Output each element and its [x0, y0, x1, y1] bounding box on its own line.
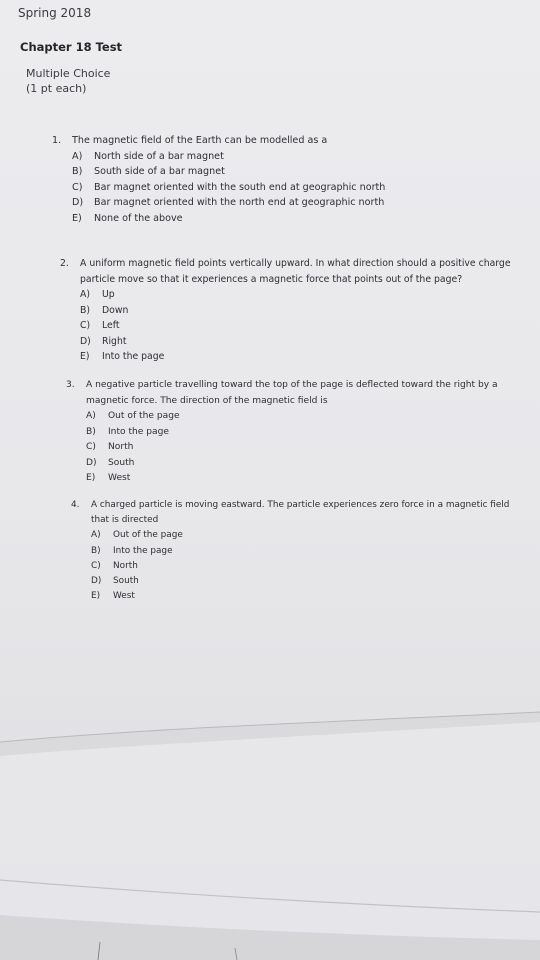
option-letter: B)	[86, 426, 96, 437]
question-number: 1.	[52, 135, 62, 146]
option-letter: C)	[80, 320, 91, 331]
option-letter: B)	[80, 304, 91, 316]
option-letter: B)	[72, 166, 83, 177]
question-4	[71, 498, 517, 604]
answer-option	[80, 287, 530, 303]
option-text: Into the page	[113, 545, 173, 556]
option-text: Down	[102, 304, 129, 316]
section-name: Multiple Choice	[26, 67, 111, 80]
answer-options	[80, 287, 530, 365]
question-text: A charged particle is moving eastward. The particle experiences zero force in a magnetic field that is directed	[91, 500, 510, 526]
option-text: None of the above	[94, 212, 183, 224]
option-letter: A)	[86, 411, 96, 421]
answer-option	[72, 180, 522, 196]
answer-option	[80, 303, 530, 319]
answer-options	[72, 149, 522, 227]
option-letter: E)	[80, 351, 90, 362]
answer-option	[80, 318, 530, 334]
option-text: South side of a bar magnet	[94, 166, 225, 177]
paper-fold-shadow	[0, 712, 540, 960]
answer-option	[72, 211, 522, 227]
option-text: Up	[102, 289, 115, 300]
option-text: South	[113, 576, 139, 587]
option-text: West	[108, 473, 131, 483]
page-bottom-shadow	[0, 915, 540, 960]
option-letter: A)	[91, 530, 101, 541]
answer-options	[91, 528, 517, 604]
question-text: A negative particle travelling toward the top of the page is deflected toward the right by a magnetic force. The direction of the magnetic field is	[86, 380, 498, 406]
paper-fold-line	[0, 712, 540, 742]
option-letter: E)	[72, 212, 82, 224]
page-header	[18, 6, 122, 54]
page-bottom-edge	[0, 880, 540, 912]
option-letter: D)	[72, 197, 84, 208]
option-text: West	[113, 591, 135, 602]
option-letter: D)	[91, 576, 102, 587]
question-text: The magnetic field of the Earth can be modelled as a	[72, 135, 328, 146]
semester-label: Spring 2018	[18, 6, 92, 20]
edge-tick	[235, 948, 237, 960]
option-text: Out of the page	[113, 530, 183, 541]
section-heading	[26, 66, 110, 96]
answer-option	[80, 334, 530, 350]
option-letter: A)	[72, 150, 83, 162]
option-text: North	[108, 442, 134, 452]
answer-option	[86, 409, 516, 425]
answer-option	[86, 471, 516, 487]
answer-option	[91, 574, 517, 589]
option-letter: C)	[72, 181, 83, 193]
option-letter: E)	[86, 473, 96, 483]
option-text: Out of the page	[108, 411, 180, 421]
option-letter: E)	[91, 591, 101, 602]
question-1	[52, 133, 522, 226]
option-text: Into the page	[102, 351, 165, 362]
answer-options	[86, 409, 516, 487]
paper-fold-highlight	[0, 722, 540, 960]
option-letter: D)	[80, 335, 91, 347]
answer-option	[91, 559, 517, 574]
option-letter: B)	[91, 545, 101, 556]
question-2	[60, 256, 530, 365]
answer-option	[91, 589, 517, 604]
option-text: South	[108, 457, 135, 468]
answer-option	[72, 164, 522, 180]
option-letter: C)	[86, 442, 96, 452]
option-letter: A)	[80, 289, 90, 300]
question-3	[66, 378, 516, 487]
answer-option	[72, 149, 522, 165]
answer-option	[91, 544, 517, 559]
question-text: A uniform magnetic field points vertically upward. In what direction should a positive charge particle move so that it experiences a magnetic force that points out of the page?	[80, 258, 511, 285]
answer-option	[72, 195, 522, 211]
answer-option	[86, 425, 516, 441]
answer-option	[86, 456, 516, 472]
answer-option	[86, 440, 516, 456]
option-text: Bar magnet oriented with the south end at geographic north	[94, 181, 386, 193]
option-text: Right	[102, 335, 127, 347]
option-letter: D)	[86, 457, 97, 468]
edge-tick	[98, 942, 100, 960]
page-title: Chapter 18 Test	[20, 40, 123, 54]
question-number: 4.	[71, 500, 80, 510]
option-text: North side of a bar magnet	[94, 150, 224, 162]
section-points: (1 pt each)	[26, 82, 87, 95]
option-letter: C)	[91, 560, 101, 571]
option-text: Bar magnet oriented with the north end at geographic north	[94, 197, 385, 208]
answer-option	[91, 528, 517, 543]
answer-option	[80, 349, 530, 365]
option-text: Left	[102, 320, 120, 331]
question-number: 3.	[66, 380, 75, 390]
option-text: Into the page	[108, 426, 169, 437]
option-text: North	[113, 560, 138, 571]
question-number: 2.	[60, 258, 69, 269]
